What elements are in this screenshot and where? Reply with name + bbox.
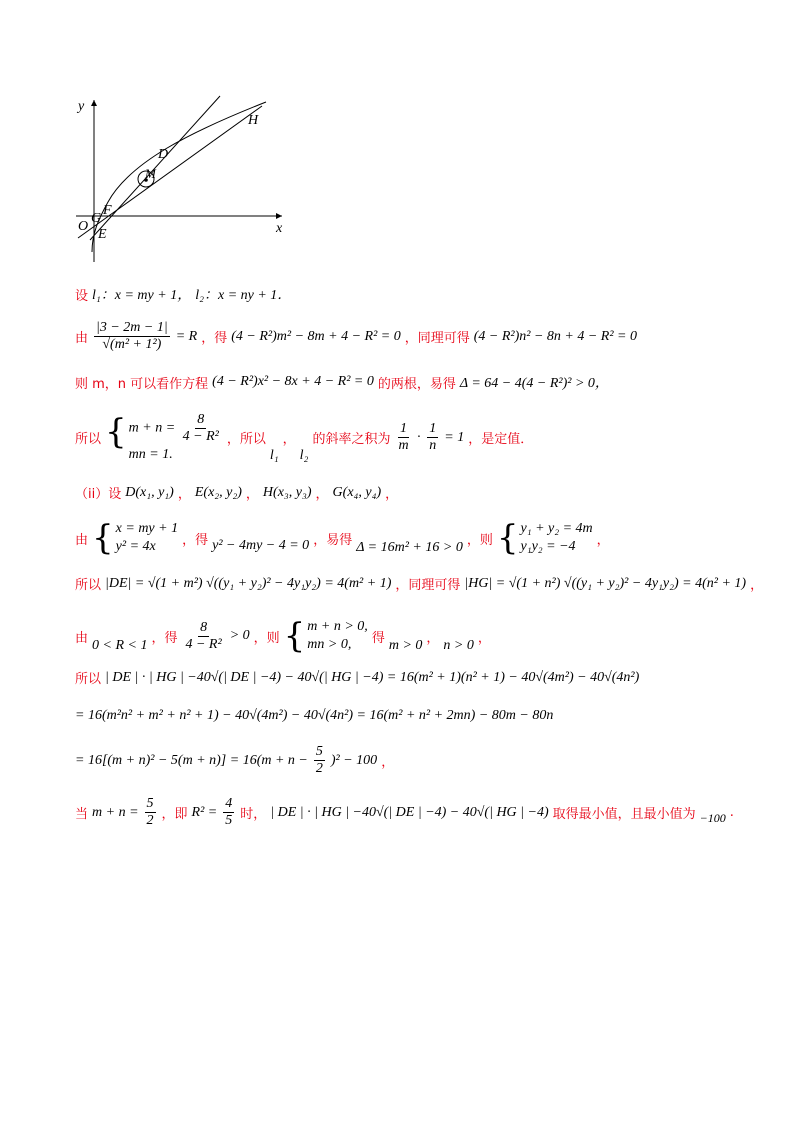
line-3	[75, 372, 609, 392]
line-6-brace-2: {	[496, 518, 519, 558]
line-4-sys-row-1-text: m + n =	[128, 420, 176, 436]
line-7-math-a: |DE| = √(1 + m²) √((y₁ + y₂)² − 4y₁y₂) = 4(m² + 1)	[105, 575, 392, 591]
line-4-math-l2: l₂	[299, 447, 309, 463]
line-5-math-b: E(x₂, y₂)	[194, 484, 242, 500]
line-5-text-a: （ii）设	[75, 487, 122, 502]
line-5	[75, 483, 398, 502]
line-6-math-b: Δ = 16m² + 16 > 0	[356, 540, 463, 555]
line-10-math-a: = 16(m²n² + m² + n² + 1) − 40√(4m²) − 40√(4n²) = 16(m² + n² + 2mn) − 80m − 80n	[75, 708, 554, 723]
line-11	[75, 744, 394, 777]
label-point-d: D	[158, 147, 169, 162]
line-4-sys-frac-den: 4 − R²	[182, 429, 219, 444]
line-2-text-b: ，得	[201, 331, 228, 346]
line-2-text-a: 由	[75, 331, 89, 346]
line-5-text-e: ，	[385, 487, 399, 502]
line-12-math-d: −100	[699, 811, 726, 825]
line-8-math-a: 0 < R < 1	[92, 638, 148, 653]
label-point-g: G	[91, 211, 102, 226]
line-3-text-a: 则 m，n 可以看作方程	[75, 376, 209, 392]
line-11-math-a: = 16[(m + n)² − 5(m + n)] = 16(m + n −	[75, 752, 308, 768]
line-8-text-e: ，	[426, 630, 440, 646]
line-8-fraction	[183, 620, 223, 653]
line-6-text-d: ，则	[466, 532, 493, 548]
line-8-brace: {	[283, 616, 306, 656]
line-7-text-c: ，	[750, 578, 764, 593]
line-4-text-a: 所以	[75, 432, 102, 447]
line-2	[75, 320, 637, 353]
line-12-fraction-1	[145, 796, 156, 829]
label-point-e: E	[98, 227, 107, 242]
line-8-math-b: > 0	[229, 628, 250, 643]
line-8-system	[284, 616, 368, 656]
line-6-math-a: y² − 4my − 4 = 0	[212, 538, 310, 553]
line-1-text-a: 设	[75, 288, 89, 304]
line-6-sys2-row-2: y₁y₂ = −4	[520, 539, 576, 554]
line-7-math-b: |HG| = √(1 + n²) √((y₁ + y₂)² − 4y₁y₂) = 4(n² + 1)	[464, 575, 747, 591]
line-11-text-a: ，	[381, 755, 395, 770]
line-5-text-d: ，	[315, 487, 329, 502]
line-12-frac1-num: 5	[146, 796, 154, 811]
label-point-f: F	[103, 203, 112, 218]
line-9-text-a: 所以	[75, 672, 102, 687]
line-3-math-a: (4 − R²)x² − 8x + 4 − R² = 0	[212, 374, 374, 389]
line-7-text-a: 所以	[75, 578, 102, 593]
line-4-fraction-1	[396, 421, 410, 454]
line-10	[75, 708, 553, 724]
line-12-fraction-2	[223, 796, 234, 829]
line-6-text-c: ，易得	[313, 532, 353, 548]
line-8-sys-row-2: mn > 0,	[307, 637, 352, 652]
line-6-system-1	[92, 518, 178, 558]
line-9	[75, 668, 639, 687]
line-12-math-a: m + n =	[92, 804, 139, 820]
line-4-system	[105, 412, 223, 463]
line-2-frac-num: |3 − 2m − 1|	[96, 320, 168, 335]
line-7	[75, 574, 763, 593]
line-4-text-e: ，是定值．	[468, 432, 534, 447]
line-5-math-d: G(x₄, y₄)	[332, 484, 382, 500]
line-4-math-eq: = 1	[444, 429, 465, 445]
line-7-text-b: ，同理可得	[395, 578, 461, 593]
label-point-m: M	[145, 166, 156, 181]
line-2-math-a: = R	[175, 328, 198, 344]
line-4-frac2-den: n	[429, 438, 437, 453]
line-8-frac-num: 8	[200, 619, 208, 635]
line-4-frac2-num: 1	[429, 421, 437, 436]
line-12-math-c: | DE | · | HG | −40√(| DE | −4) − 40√(| HG | −4)	[270, 804, 549, 820]
line-5-text-c: ，	[245, 487, 259, 502]
line-1-math-a: l₁：x = my + 1，	[92, 288, 192, 303]
line-8-frac-den: 4 − R²	[185, 636, 222, 652]
line-4-text-d: 的斜率之积为	[312, 432, 391, 447]
line-4-sys-row-2: mn = 1.	[128, 447, 173, 462]
line-6-system-2	[497, 518, 593, 558]
line-3-math-b: Δ = 64 − 4(4 − R²)² > 0，	[459, 376, 609, 391]
line-8	[75, 616, 491, 656]
line-12-text-a: 当	[75, 807, 89, 822]
parabola-curve	[92, 102, 266, 252]
line-8-text-f: ，	[477, 630, 491, 646]
line-11-frac-den: 2	[315, 761, 323, 776]
line-4-sys-row-1	[129, 412, 223, 445]
label-point-h: H	[248, 113, 259, 128]
line-8-math-d: n > 0	[443, 638, 474, 653]
line-4-frac1-num: 1	[400, 421, 408, 436]
line-11-frac-num: 5	[315, 744, 323, 759]
line-12-frac2-num: 4	[225, 796, 233, 811]
line-4	[75, 412, 533, 463]
line-8-math-c: m > 0	[388, 638, 423, 653]
line-5-math-c: H(x₃, y₃)	[262, 484, 312, 500]
line-6-brace-1: {	[92, 518, 114, 558]
line-8-text-b: ，得	[151, 630, 178, 646]
geometry-figure	[70, 92, 295, 272]
line-4-frac1-den: m	[398, 438, 409, 453]
line-6-sys2-row-1: y₁ + y₂ = 4m	[520, 521, 593, 536]
line-1	[75, 284, 291, 304]
line-8-text-a: 由	[75, 630, 89, 646]
line-4-math-l1: l₁	[269, 447, 279, 463]
line-12-text-c: 时，	[240, 807, 267, 822]
line-2-fraction	[94, 320, 170, 353]
line-2-math-b: (4 − R²)m² − 8m + 4 − R² = 0	[231, 328, 401, 344]
line-l2	[78, 106, 262, 238]
line-2-text-c: ，同理可得	[404, 331, 470, 346]
line-8-sys-row-1: m + n > 0,	[307, 619, 368, 634]
line-4-sys-fraction	[181, 412, 221, 445]
line-4-text-b: ，所以	[226, 432, 266, 447]
label-x-axis: x	[276, 221, 283, 236]
line-5-math-a: D(x₁, y₁)	[125, 484, 174, 500]
line-2-math-c: (4 − R²)n² − 8n + 4 − R² = 0	[473, 328, 637, 344]
line-12	[75, 796, 734, 829]
line-8-text-c: ，则	[253, 630, 280, 646]
line-6	[75, 518, 610, 558]
line-11-math-b: )² − 100	[330, 752, 378, 768]
line-4-fraction-2	[427, 421, 438, 454]
line-8-text-d: 得	[371, 630, 385, 646]
line-12-frac1-den: 2	[146, 813, 154, 828]
line-4-text-c: ，	[282, 432, 296, 447]
line-12-frac2-den: 5	[225, 813, 233, 828]
line-6-text-e: ，	[596, 532, 610, 548]
line-12-math-b: R² =	[191, 804, 218, 820]
line-5-text-b: ，	[177, 487, 191, 502]
line-11-fraction	[314, 744, 325, 777]
line-4-dot: ·	[416, 429, 422, 445]
line-12-text-d: 取得最小值，且最小值为	[552, 807, 696, 822]
line-6-sys1-row-2: y² = 4x	[115, 539, 156, 554]
line-6-text-b: ，得	[182, 532, 209, 548]
label-y-axis: y	[78, 99, 85, 114]
line-4-sys-frac-num: 8	[197, 412, 205, 427]
line-1-math-b: l₂：x = ny + 1．	[195, 288, 292, 303]
line-6-sys1-row-1: x = my + 1	[115, 521, 179, 536]
label-origin: O	[78, 219, 89, 234]
line-2-frac-den: √(m² + 1²)	[102, 337, 162, 352]
line-9-math-a: | DE | · | HG | −40√(| DE | −4) − 40√(| HG | −4) = 16(m² + 1)(n² + 1) − 40√(4m²) − 40√(4n²)	[105, 669, 640, 685]
line-3-text-b: 的两根，易得	[377, 376, 456, 392]
line-12-text-b: ，即	[161, 807, 188, 822]
line-12-text-e: .	[729, 805, 734, 820]
line-6-text-a: 由	[75, 532, 89, 548]
line-4-brace: {	[105, 412, 127, 452]
